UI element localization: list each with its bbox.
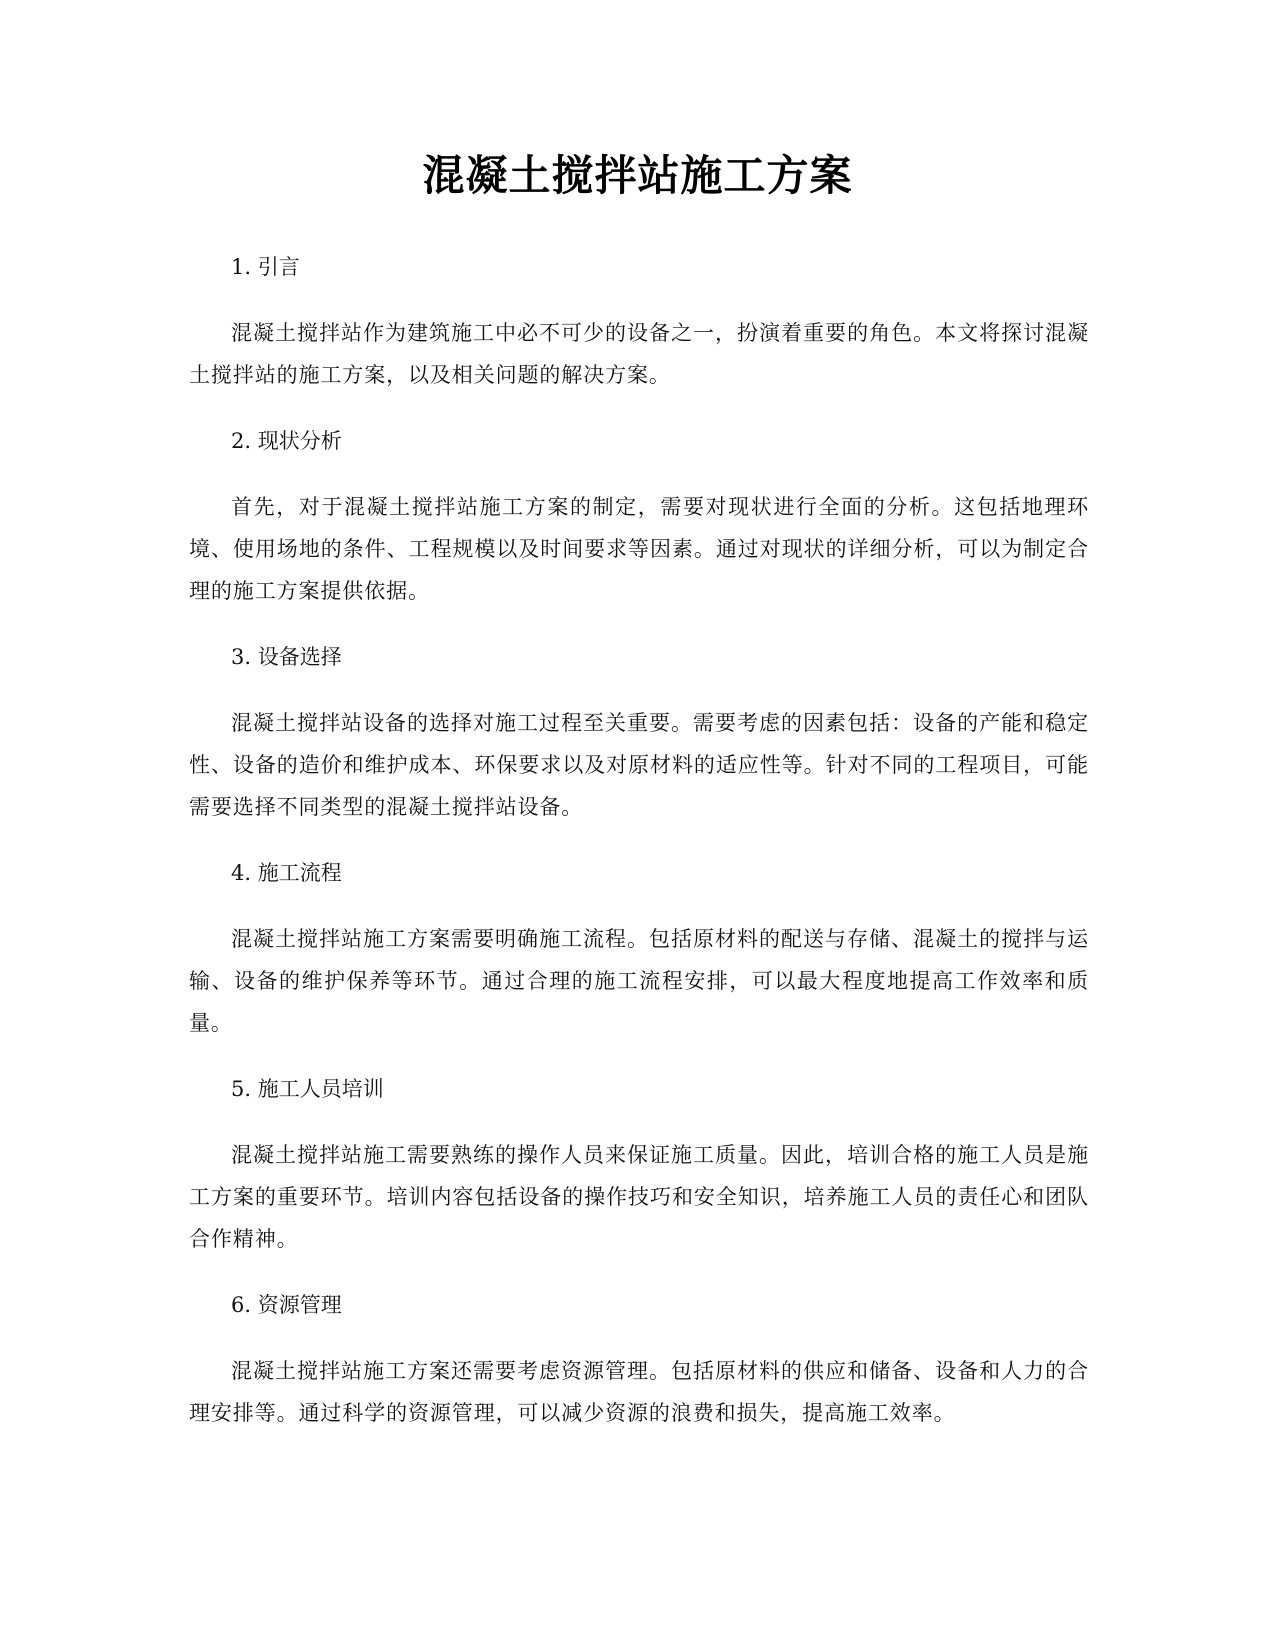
section-paragraph: 混凝土搅拌站施工方案还需要考虑资源管理。包括原材料的供应和储备、设备和人力的合理安排等。通过科学的资源管理，可以减少资源的浪费和损失，提高施工效率。 bbox=[189, 1359, 1089, 1425]
section-introduction bbox=[189, 246, 1089, 420]
section-staff-training bbox=[189, 1068, 1089, 1284]
section-resource-management bbox=[189, 1284, 1089, 1434]
section-paragraph: 混凝土搅拌站施工方案需要明确施工流程。包括原材料的配送与存储、混凝土的搅拌与运输、设备的维护保养等环节。通过合理的施工流程安排，可以最大程度地提高工作效率和质量。 bbox=[189, 927, 1089, 1035]
section-heading: 5. 施工人员培训 bbox=[231, 1077, 384, 1101]
section-paragraph: 首先，对于混凝土搅拌站施工方案的制定，需要对现状进行全面的分析。这包括地理环境、使用场地的条件、工程规模以及时间要求等因素。通过对现状的详细分析，可以为制定合理的施工方案提供依据。 bbox=[189, 495, 1089, 603]
section-paragraph: 混凝土搅拌站施工需要熟练的操作人员来保证施工质量。因此，培训合格的施工人员是施工方案的重要环节。培训内容包括设备的操作技巧和安全知识，培养施工人员的责任心和团队合作精神。 bbox=[189, 1143, 1089, 1251]
section-construction-process bbox=[189, 852, 1089, 1068]
section-heading: 3. 设备选择 bbox=[231, 645, 342, 669]
section-heading: 4. 施工流程 bbox=[231, 861, 342, 885]
section-heading: 1. 引言 bbox=[231, 255, 300, 279]
document-body bbox=[189, 246, 1089, 1434]
document-title: 混凝土搅拌站施工方案 bbox=[422, 151, 853, 200]
section-paragraph: 混凝土搅拌站设备的选择对施工过程至关重要。需要考虑的因素包括：设备的产能和稳定性、设备的造价和维护成本、环保要求以及对原材料的适应性等。针对不同的工程项目，可能需要选择不同类型的混凝土搅拌站设备。 bbox=[189, 711, 1089, 819]
section-heading: 6. 资源管理 bbox=[231, 1293, 342, 1317]
section-paragraph: 混凝土搅拌站作为建筑施工中必不可少的设备之一，扮演着重要的角色。本文将探讨混凝土搅拌站的施工方案，以及相关问题的解决方案。 bbox=[189, 321, 1089, 387]
section-status-analysis bbox=[189, 420, 1089, 636]
section-equipment-selection bbox=[189, 636, 1089, 852]
section-heading: 2. 现状分析 bbox=[231, 429, 342, 453]
